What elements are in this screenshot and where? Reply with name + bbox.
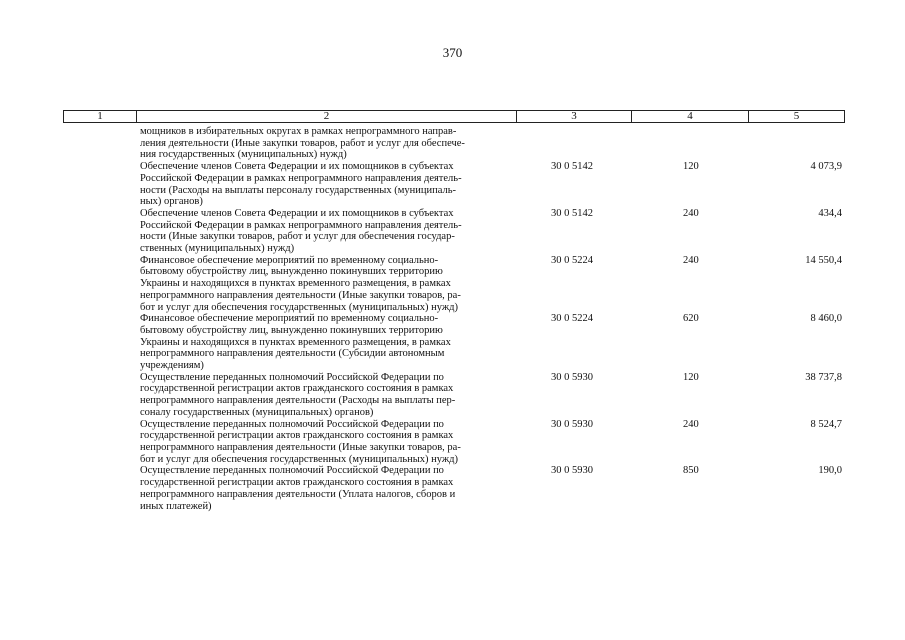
row-description	[140, 161, 510, 208]
table-row	[0, 419, 905, 466]
column-header-5: 5	[793, 110, 800, 122]
description-line: Осуществление переданных полномочий Российской Федерации по	[140, 371, 444, 383]
description-line: мощников в избирательных округах в рамках непрограммного направ-	[140, 126, 457, 137]
row-expense-type: 120	[683, 161, 699, 173]
description-line: иных платежей)	[140, 500, 212, 512]
row-expense-type: 850	[683, 465, 699, 477]
row-code: 30 0 5930	[551, 465, 593, 477]
row-expense-type: 240	[683, 254, 699, 266]
table-row	[0, 465, 905, 512]
description-line: бытовому обустройству лиц, вынужденно покинувших территорию	[140, 266, 443, 278]
column-header-2: 2	[137, 111, 517, 122]
row-amount: 8 460,0	[810, 313, 842, 325]
description-line: Российской Федерации в рамках непрограммного направления деятель-	[140, 172, 462, 184]
table-row	[0, 161, 905, 208]
description-line: государственной регистрации актов гражданского состояния в рамках	[140, 383, 454, 395]
description-line: непрограммного направления деятельности (Субсидии автономным	[140, 348, 445, 360]
page-number: 370	[442, 45, 463, 60]
description-line: Российской Федерации в рамках непрограммного направления деятель-	[140, 219, 462, 231]
description-line: ления деятельности (Иные закупки товаров, работ и услуг для обеспече-	[140, 137, 465, 149]
description-line: Осуществление переданных полномочий Российской Федерации по	[140, 418, 444, 430]
row-expense-type: 240	[683, 418, 699, 430]
description-line: ности (Расходы на выплаты персоналу государственных (муниципаль-	[140, 184, 456, 196]
row-amount: 4 073,9	[810, 161, 842, 173]
row-code: 30 0 5224	[551, 313, 593, 325]
description-line: непрограммного направления деятельности (Иные закупки товаров, ра-	[140, 441, 461, 453]
description-line: Обеспечение членов Совета Федерации и их помощников в субъектах	[140, 207, 454, 219]
description-line: государственной регистрации актов гражданского состояния в рамках	[140, 430, 454, 442]
description-line: Финансовое обеспечение мероприятий по временному социально-	[140, 313, 439, 325]
column-header-3: 3	[517, 111, 632, 122]
table-row	[0, 208, 905, 255]
description-line: Осуществление переданных полномочий Российской Федерации по	[140, 465, 444, 477]
row-expense-type: 240	[683, 207, 699, 219]
column-header-4: 4	[632, 111, 749, 122]
row-amount: 8 524,7	[810, 418, 842, 430]
description-line: ных) органов)	[140, 196, 203, 208]
description-line: непрограммного направления деятельности (Расходы на выплаты пер-	[140, 395, 456, 407]
row-description	[140, 255, 510, 314]
description-line: Украины и находящихся в пунктах временного размещения, в рамках	[140, 336, 451, 348]
row-code: 30 0 5224	[551, 254, 593, 266]
table-header-row	[63, 110, 845, 123]
table-row	[0, 255, 905, 314]
description-line: ственных (муниципальных) нужд)	[140, 243, 295, 255]
row-code: 30 0 5142	[551, 207, 593, 219]
row-code: 30 0 5142	[551, 161, 593, 173]
row-description	[140, 208, 510, 255]
table-row	[0, 126, 905, 161]
row-description	[140, 465, 510, 512]
row-expense-type: 620	[683, 313, 699, 325]
table-row	[0, 372, 905, 419]
column-header-1: 1	[64, 111, 137, 122]
description-line: Обеспечение членов Совета Федерации и их помощников в субъектах	[140, 161, 454, 173]
table-body	[0, 126, 905, 512]
description-line: Украины и находящихся в пунктах временного размещения, в рамках	[140, 278, 451, 290]
row-description	[140, 126, 510, 161]
description-line: учреждениям)	[140, 360, 204, 372]
description-line: бот и услуг для обеспечения государственных (муниципальных) нужд)	[140, 453, 458, 465]
description-line: бот и услуг для обеспечения государственных (муниципальных) нужд)	[140, 301, 458, 313]
description-line: непрограммного направления деятельности (Уплата налогов, сборов и	[140, 488, 456, 500]
row-amount: 38 737,8	[805, 371, 842, 383]
row-description	[140, 419, 510, 466]
row-description	[140, 313, 510, 372]
description-line: непрограммного направления деятельности (Иные закупки товаров, ра-	[140, 289, 461, 301]
row-amount: 434,4	[818, 207, 842, 219]
description-line: соналу государственных (муниципальных) органов)	[140, 406, 374, 418]
row-description	[140, 372, 510, 419]
row-code: 30 0 5930	[551, 371, 593, 383]
table-row	[0, 313, 905, 372]
description-line: бытовому обустройству лиц, вынужденно покинувших территорию	[140, 324, 443, 336]
row-code: 30 0 5930	[551, 418, 593, 430]
description-line: Финансовое обеспечение мероприятий по временному социально-	[140, 254, 439, 266]
row-amount: 14 550,4	[805, 254, 842, 266]
description-line: ния государственных (муниципальных) нужд)	[140, 149, 347, 161]
row-amount: 190,0	[818, 465, 842, 477]
description-line: государственной регистрации актов гражданского состояния в рамках	[140, 477, 454, 489]
description-line: ности (Иные закупки товаров, работ и услуг для обеспечения государ-	[140, 231, 455, 243]
row-expense-type: 120	[683, 371, 699, 383]
